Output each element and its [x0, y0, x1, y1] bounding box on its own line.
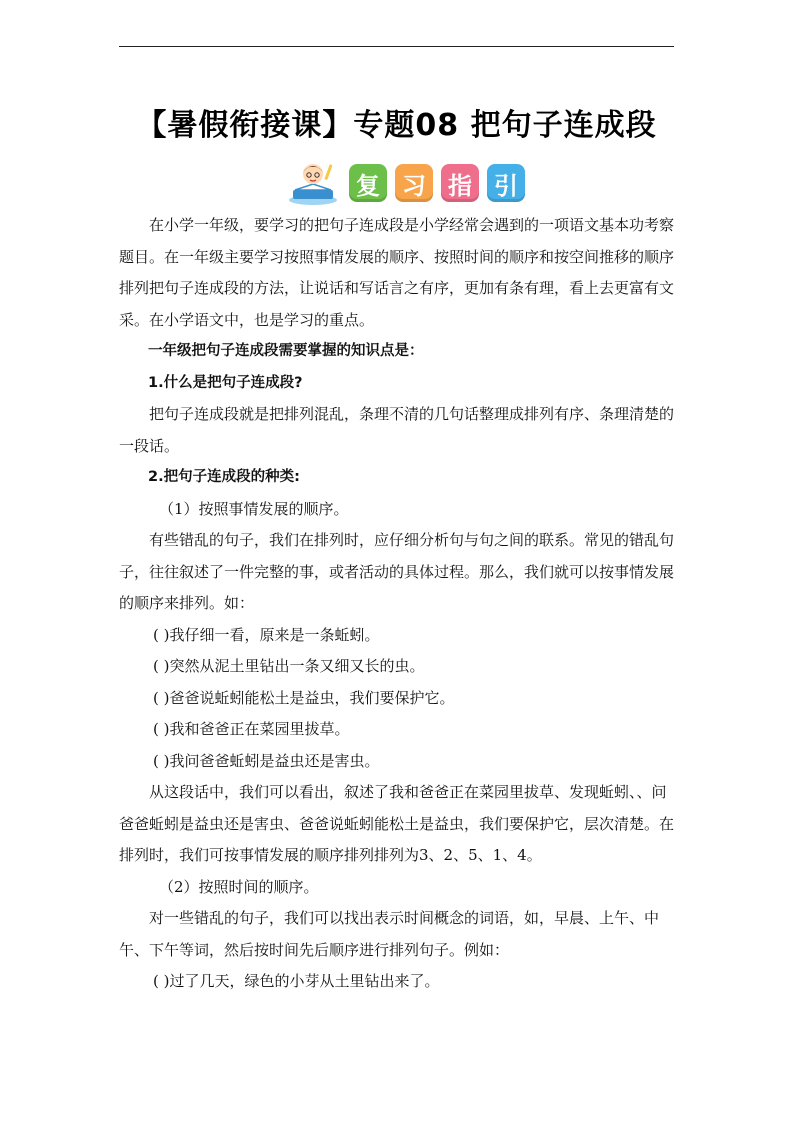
example-sentence: ( )我和爸爸正在菜园里拔草。	[153, 720, 350, 738]
banner-tile-guide: 引	[487, 164, 525, 202]
analysis-paragraph: 从这段话中，我们可以看出，叙述了我和爸爸正在菜园里拔草、发现蚯蚓、、问爸爸蚯蚓是益虫还是害虫、爸爸说蚯蚓能松土是益虫，我们要保护它，层次清楚。在排列时，我们可按事情发展的顺序排列排列为3、2、5、1、4。	[119, 783, 675, 864]
example-sentence: ( )突然从泥土里钻出一条又细又长的虫。	[153, 657, 425, 675]
example-sentence: ( )我问爸爸蚯蚓是益虫还是害虫。	[153, 751, 380, 770]
review-guide-banner	[285, 160, 525, 206]
example-sentence: ( )爸爸说蚯蚓能松土是益虫，我们要保护它。	[153, 688, 455, 707]
key-points-heading: 一年级把句子连成段需要掌握的知识点是：	[148, 343, 424, 359]
question-2-heading: 2.把句子连成段的种类:	[148, 469, 300, 485]
student-reading-icon	[285, 160, 341, 206]
page-title: 【暑假衔接课】专题08 把句子连成段	[136, 108, 657, 143]
question-1-answer: 把句子连成段就是把排列混乱，条理不清的几句话整理成排列有序、条理清楚的一段话。	[119, 405, 675, 455]
question-1-heading: 1.什么是把句子连成段?	[148, 374, 303, 391]
type-2-heading: （2）按照时间的顺序。	[159, 877, 319, 896]
banner-tile-point: 指	[441, 164, 479, 202]
intro-paragraph: 在小学一年级，要学习的把句子连成段是小学经常会遇到的一项语文基本功考察题目。在一年级主要学习按照事情发展的顺序、按照时间的顺序和按空间推移的顺序排列把句子连成段的方法，让说话和写话言之有序，更加有条有理，看上去更富有文采。在小学语文中，也是学习的重点。	[119, 216, 675, 329]
type-1-heading: （1）按照事情发展的顺序。	[159, 499, 349, 518]
type-1-description: 有些错乱的句子，我们在排列时，应仔细分析句与句之间的联系。常见的错乱句子，往往叙述了一件完整的事，或者活动的具体过程。那么，我们就可以按事情发展的顺序来排列。如：	[119, 531, 675, 612]
example-sentence: ( )我仔细一看，原来是一条蚯蚓。	[153, 625, 380, 644]
banner-tile-study: 习	[395, 164, 433, 202]
banner-tile-review: 复	[349, 164, 387, 202]
example-sentence: ( )过了几天，绿色的小芽从土里钻出来了。	[153, 972, 440, 990]
type-2-description: 对一些错乱的句子，我们可以找出表示时间概念的词语，如，早晨、上午、中午、下午等词，然后按时间先后顺序进行排列句子。例如：	[119, 909, 660, 959]
document-body	[119, 210, 675, 998]
header-rule	[119, 46, 674, 47]
